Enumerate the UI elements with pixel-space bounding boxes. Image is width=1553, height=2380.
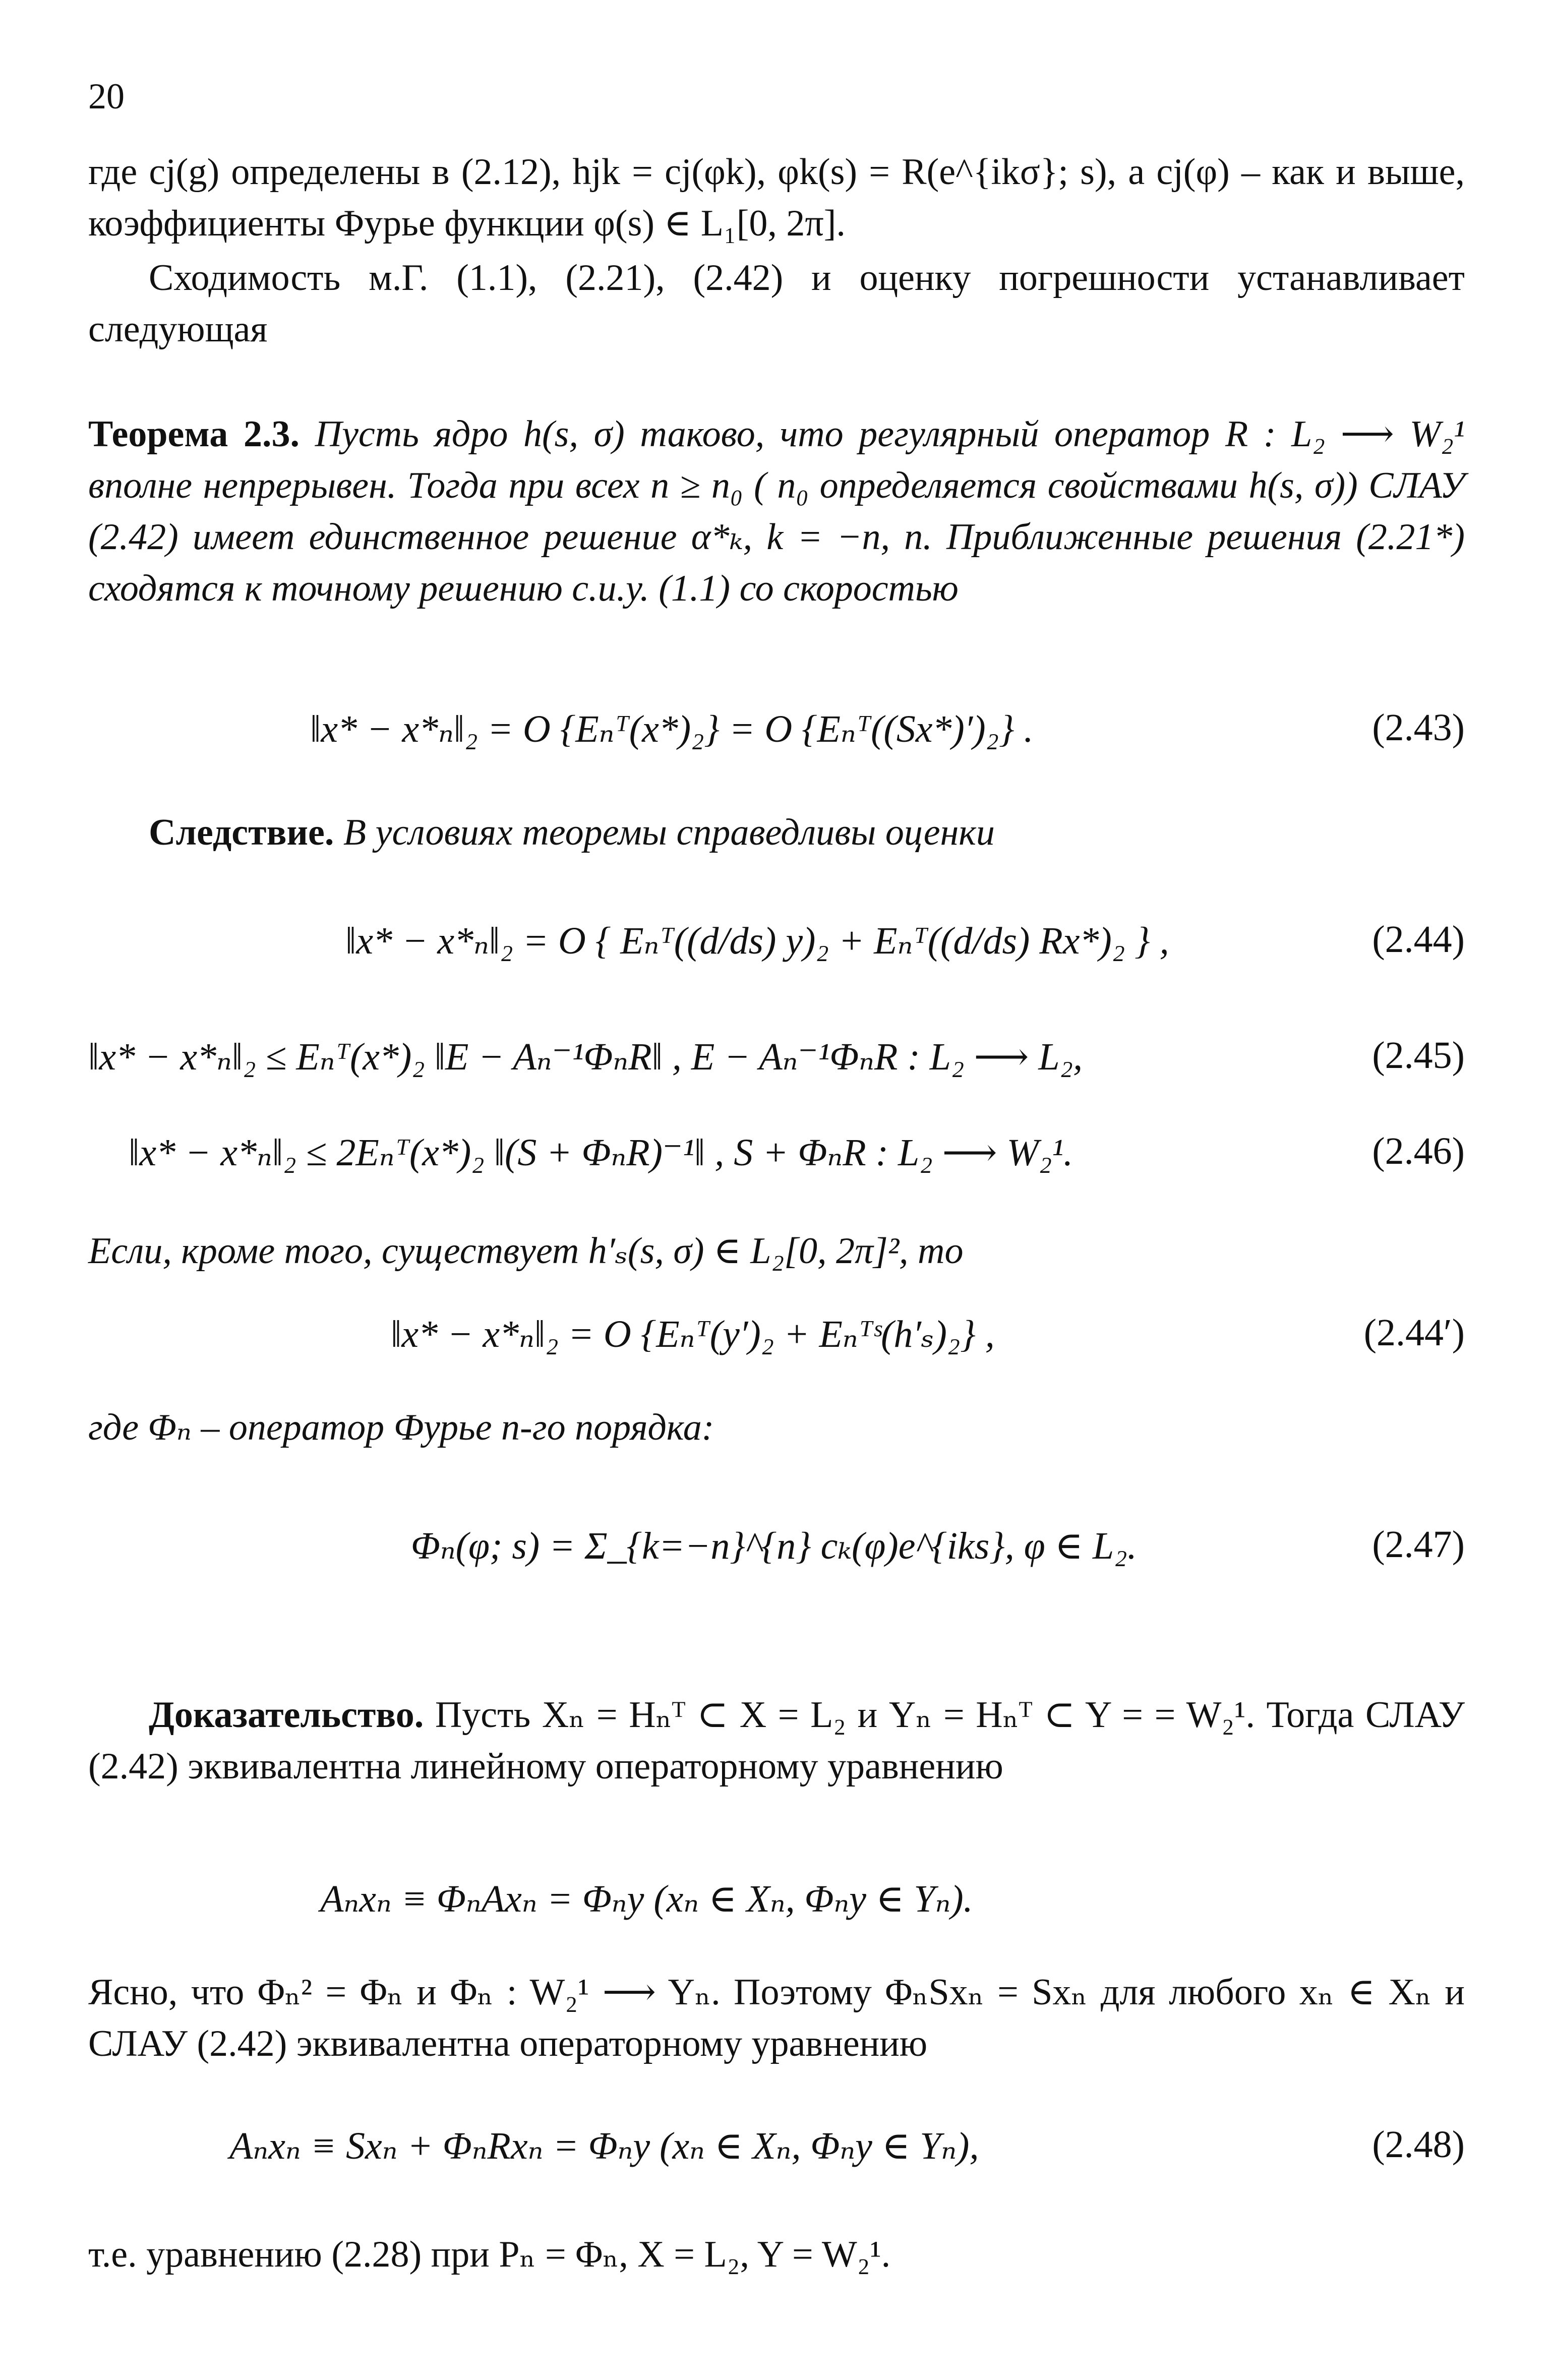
equation-2-46 bbox=[88, 1129, 1465, 1190]
equation-2-44-prime bbox=[88, 1311, 1465, 1372]
equation-2-45-number: (2.45) bbox=[1372, 1034, 1465, 1077]
paragraph-projection: Ясно, что Φₙ² = Φₙ и Φₙ : W₂¹ ⟶ Yₙ. Поэтому ΦₙSxₙ = Sxₙ для любого xₙ ∈ Xₙ и СЛАУ (2.42) эквивалентна операторному уравнению bbox=[88, 1972, 1465, 2064]
page-number: 20 bbox=[88, 76, 125, 116]
equation-2-43-number: (2.43) bbox=[1372, 706, 1465, 749]
theorem-label: Теорема 2.3. bbox=[88, 413, 300, 455]
paragraph-conclusion: т.е. уравнению (2.28) при Pₙ = Φₙ, X = L₂, Y = W₂¹. bbox=[88, 2234, 891, 2275]
proof-label: Доказательство. bbox=[149, 1694, 424, 1736]
equation-2-47 bbox=[88, 1523, 1465, 1583]
theorem-text: Пусть ядро h(s, σ) таково, что регулярный оператор R : L₂ ⟶ W₂¹ вполне непрерывен. Тогда при всех n ≥ n₀ ( n₀ определяется свойствами h(s, σ)) СЛАУ (2.42) имеет единственное решение α*ₖ, k = −n, n. Приближенные решения (2.21*) сходятся к точному решению с.и.у. (1.1) со скоростью bbox=[88, 413, 1465, 609]
equation-2-47-body: Φₙ(φ; s) = Σ_{k=−n}^{n} cₖ(φ)e^{iks}, φ ∈ L₂. bbox=[411, 1525, 1137, 1567]
equation-2-44 bbox=[88, 918, 1465, 978]
equation-2-48 bbox=[88, 2123, 1465, 2183]
corollary-label: Следствие. bbox=[149, 812, 334, 853]
equation-2-43 bbox=[88, 706, 1465, 766]
equation-linear bbox=[88, 1876, 1465, 1936]
proof bbox=[88, 1689, 1465, 1792]
equation-2-47-number: (2.47) bbox=[1372, 1523, 1465, 1566]
proof-text: Пусть Xₙ = Hₙᵀ ⊂ X = L₂ и Yₙ = Hₙᵀ ⊂ Y = = W₂¹. Тогда СЛАУ (2.42) эквивалентна линейному операторному уравнению bbox=[88, 1694, 1465, 1787]
corollary bbox=[88, 807, 1465, 858]
equation-2-44-body: ‖x* − x*ₙ‖₂ = O { Eₙᵀ((d/ds) y)₂ + Eₙᵀ((d/ds) Rx*)₂ } , bbox=[345, 920, 1169, 962]
equation-2-46-body: ‖x* − x*ₙ‖₂ ≤ 2Eₙᵀ(x*)₂ ‖(S + ΦₙR)⁻¹‖ , S + ΦₙR : L₂ ⟶ W₂¹. bbox=[129, 1132, 1073, 1174]
paragraph-additional-condition: Если, кроме того, существует h′ₛ(s, σ) ∈ L₂[0, 2π]², то bbox=[88, 1230, 964, 1272]
equation-2-46-number: (2.46) bbox=[1372, 1130, 1465, 1172]
paragraph-fourier-operator: где Φₙ – оператор Фурье n-го порядка: bbox=[88, 1407, 714, 1448]
equation-2-43-body: ‖x* − x*ₙ‖₂ = O {Eₙᵀ(x*)₂} = O {Eₙᵀ((Sx*)′)₂} . bbox=[310, 708, 1034, 750]
paragraph-coefficients: где cj(g) определены в (2.12), hjk = cj(φk), φk(s) = R(e^{ikσ}; s), а cj(φ) – как и выше, коэффициенты Фурье функции φ(s) ∈ L₁[0, 2π]. bbox=[88, 151, 1465, 244]
theorem-2-3 bbox=[88, 408, 1465, 614]
corollary-text: В условиях теоремы справедливы оценки bbox=[343, 812, 995, 853]
equation-2-44-prime-body: ‖x* − x*ₙ‖₂ = O {Eₙᵀ(y′)₂ + Eₙᵀˢ(h′ₛ)₂} , bbox=[391, 1313, 995, 1355]
equation-2-44-number: (2.44) bbox=[1372, 918, 1465, 961]
equation-2-45 bbox=[88, 1034, 1465, 1094]
equation-2-45-body: ‖x* − x*ₙ‖₂ ≤ Eₙᵀ(x*)₂ ‖E − Aₙ⁻¹ΦₙR‖ , E − Aₙ⁻¹ΦₙR : L₂ ⟶ L₂, bbox=[88, 1036, 1083, 1078]
equation-2-44-prime-number: (2.44′) bbox=[1363, 1312, 1465, 1354]
equation-2-48-body: Aₙxₙ ≡ Sxₙ + ΦₙRxₙ = Φₙy (xₙ ∈ Xₙ, Φₙy ∈ Yₙ), bbox=[229, 2125, 979, 2167]
equation-linear-body: Aₙxₙ ≡ ΦₙAxₙ = Φₙy (xₙ ∈ Xₙ, Φₙy ∈ Yₙ). bbox=[320, 1878, 973, 1920]
equation-2-48-number: (2.48) bbox=[1372, 2123, 1465, 2166]
paragraph-convergence: Сходимость м.Г. (1.1), (2.21), (2.42) и оценку погрешности устанавливает следующая bbox=[88, 257, 1465, 350]
